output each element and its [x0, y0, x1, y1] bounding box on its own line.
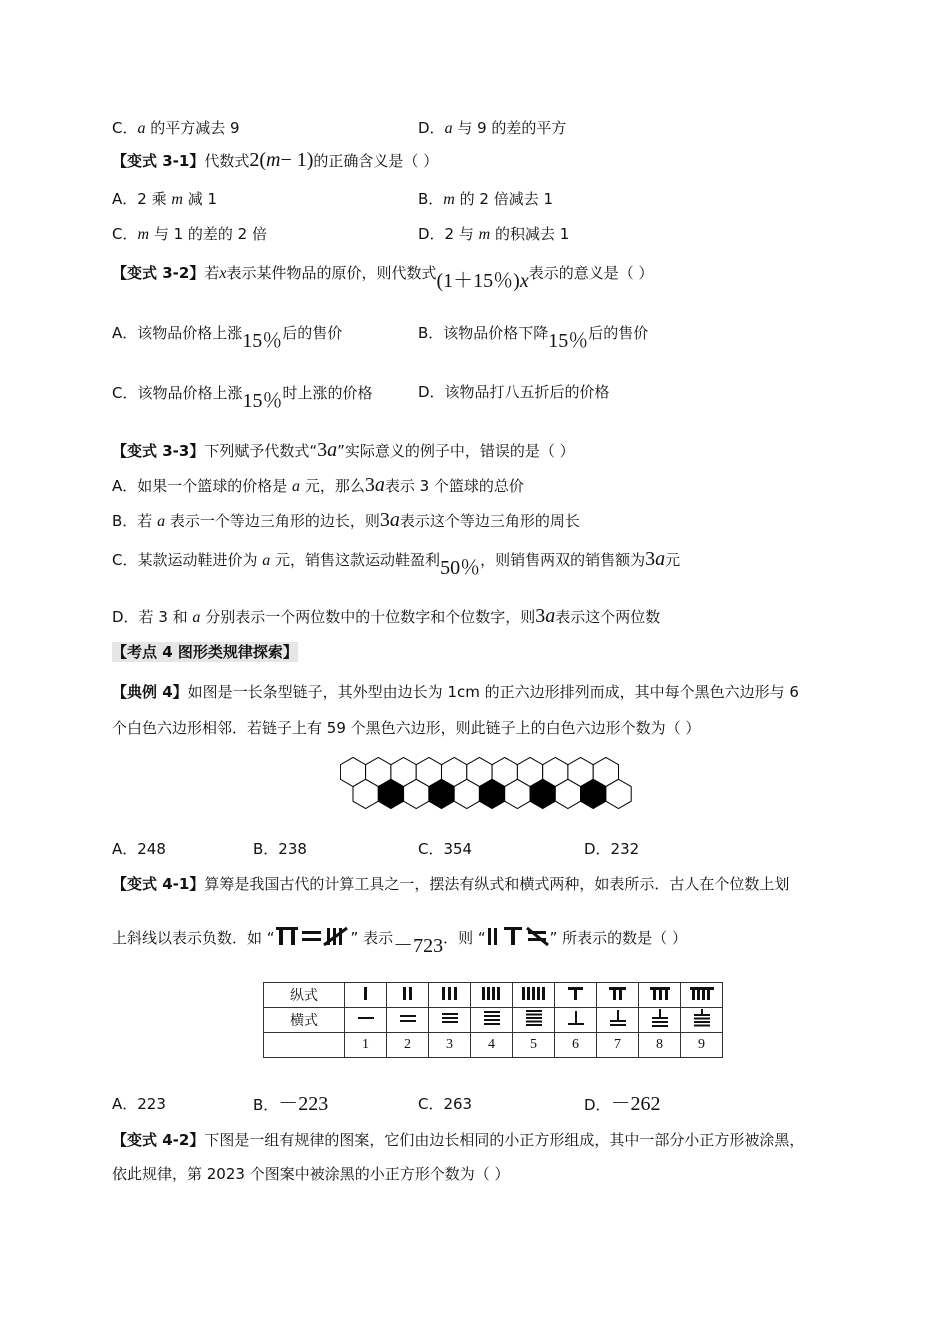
- vertical-glyph-3: [429, 983, 471, 1008]
- question-4-2-line-2: 依此规律，第 2023 个图案中被涂黑的小正方形个数为（ ）: [112, 1165, 510, 1183]
- vertical-row: [264, 983, 723, 1008]
- horizontal-glyph-5: [513, 1008, 555, 1033]
- q3-3-option-b[interactable]: B．若 a 表示一个等边三角形的边长，则3a表示这个等边三角形的周长: [112, 509, 580, 531]
- rod-numeral-query: [486, 926, 550, 946]
- question-4-2-line-1: 【变式 4-2】下图是一组有规律的图案，它们由边长相同的小正方形组成，其中一部分小正方形被涂黑，: [112, 1131, 805, 1149]
- horizontal-glyph-9: [681, 1008, 723, 1033]
- vertical-glyph-1: [345, 983, 387, 1008]
- q3-2-option-d[interactable]: D．该物品打八五折后的价格: [418, 383, 610, 401]
- horizontal-glyph-7: [597, 1008, 639, 1033]
- question-4-1-line-2: 上斜线以表示负数．如 “ ” 表示－723．则 “ ” 所表示的数是（ ）: [112, 926, 687, 948]
- digit-label: 1: [345, 1033, 387, 1058]
- q3-2-option-a[interactable]: A．该物品价格上涨15％后的售价: [112, 324, 343, 352]
- option-d-top[interactable]: D．a 与 9 的差的平方: [418, 119, 567, 137]
- ex4-option-d[interactable]: D．232: [584, 840, 640, 858]
- digit-label: 7: [597, 1033, 639, 1058]
- horizontal-glyph-6: [555, 1008, 597, 1033]
- digit-header-blank: [264, 1033, 345, 1058]
- q4-1-option-b[interactable]: B．－223: [253, 1093, 329, 1115]
- question-3-3-stem: 【变式 3-3】下列赋予代数式“3a”实际意义的例子中，错误的是（ ）: [112, 439, 575, 461]
- example-4-line-1: 【典例 4】如图是一长条型链子，其外型由边长为 1cm 的正六边形排列而成，其中每个黑色六边形与 6: [112, 683, 799, 701]
- horizontal-header: 横式: [264, 1008, 345, 1033]
- digit-label: 9: [681, 1033, 723, 1058]
- q3-2-option-b[interactable]: B．该物品价格下降15％后的售价: [418, 324, 649, 352]
- horizontal-glyph-4: [471, 1008, 513, 1033]
- q4-1-option-d[interactable]: D．－262: [584, 1093, 661, 1115]
- hexagon-group: [340, 757, 631, 808]
- vertical-glyph-9: [681, 983, 723, 1008]
- horizontal-glyph-3: [429, 1008, 471, 1033]
- q3-3-option-a[interactable]: A．如果一个篮球的价格是 a 元，那么3a表示 3 个篮球的总价: [112, 474, 524, 496]
- ex4-option-c[interactable]: C．354: [418, 840, 473, 858]
- q3-1-option-d[interactable]: D．2 与 m 的积减去 1: [418, 225, 570, 243]
- rod-numeral-table: [263, 982, 723, 1058]
- section-4-heading: 【考点 4 图形类规律探索】: [112, 643, 298, 661]
- vertical-glyph-8: [639, 983, 681, 1008]
- horizontal-row: [264, 1008, 723, 1033]
- question-3-1-stem: 【变式 3-1】代数式2(m− 1)的正确含义是（ ）: [112, 149, 439, 171]
- vertical-glyph-7: [597, 983, 639, 1008]
- question-3-2-stem: 【变式 3-2】若x表示某件物品的原价，则代数式(1＋15％)x表示的意义是（ ）: [112, 264, 654, 292]
- ex4-option-b[interactable]: B．238: [253, 840, 307, 858]
- q4-1-option-a[interactable]: A．223: [112, 1095, 166, 1113]
- horizontal-glyph-1: [345, 1008, 387, 1033]
- digit-row: [264, 1033, 723, 1058]
- option-c-top[interactable]: C．a 的平方减去 9: [112, 119, 240, 137]
- q3-3-option-d[interactable]: D．若 3 和 a 分别表示一个两位数中的十位数字和个位数字，则3a表示这个两位数: [112, 605, 661, 627]
- q3-1-option-b[interactable]: B．m 的 2 倍减去 1: [418, 190, 554, 208]
- question-4-1-line-1: 【变式 4-1】算筹是我国古代的计算工具之一，摆法有纵式和横式两种，如表所示．古人在个位数上划: [112, 875, 790, 893]
- q3-1-option-c[interactable]: C．m 与 1 的差的 2 倍: [112, 225, 267, 243]
- vertical-header: 纵式: [264, 983, 345, 1008]
- q4-1-option-c[interactable]: C．263: [418, 1095, 473, 1113]
- example-4-line-2: 个白色六边形相邻．若链子上有 59 个黑色六边形，则此链子上的白色六边形个数为（ ）: [112, 719, 701, 737]
- q3-3-option-c[interactable]: C．某款运动鞋进价为 a 元，销售这款运动鞋盈利50％，则销售两双的销售额为3a元: [112, 548, 681, 579]
- vertical-glyph-2: [387, 983, 429, 1008]
- digit-label: 6: [555, 1033, 597, 1058]
- digit-label: 8: [639, 1033, 681, 1058]
- hexagon-chain-figure: [340, 756, 632, 822]
- digit-label: 2: [387, 1033, 429, 1058]
- vertical-glyph-4: [471, 983, 513, 1008]
- rod-numeral-neg-723: [275, 926, 351, 946]
- ex4-option-a[interactable]: A．248: [112, 840, 166, 858]
- q3-2-option-c[interactable]: C．该物品价格上涨15％时上涨的价格: [112, 384, 373, 412]
- vertical-glyph-6: [555, 983, 597, 1008]
- horizontal-glyph-8: [639, 1008, 681, 1033]
- digit-label: 3: [429, 1033, 471, 1058]
- digit-label: 5: [513, 1033, 555, 1058]
- digit-label: 4: [471, 1033, 513, 1058]
- horizontal-glyph-2: [387, 1008, 429, 1033]
- q3-1-option-a[interactable]: A．2 乘 m 减 1: [112, 190, 218, 208]
- vertical-glyph-5: [513, 983, 555, 1008]
